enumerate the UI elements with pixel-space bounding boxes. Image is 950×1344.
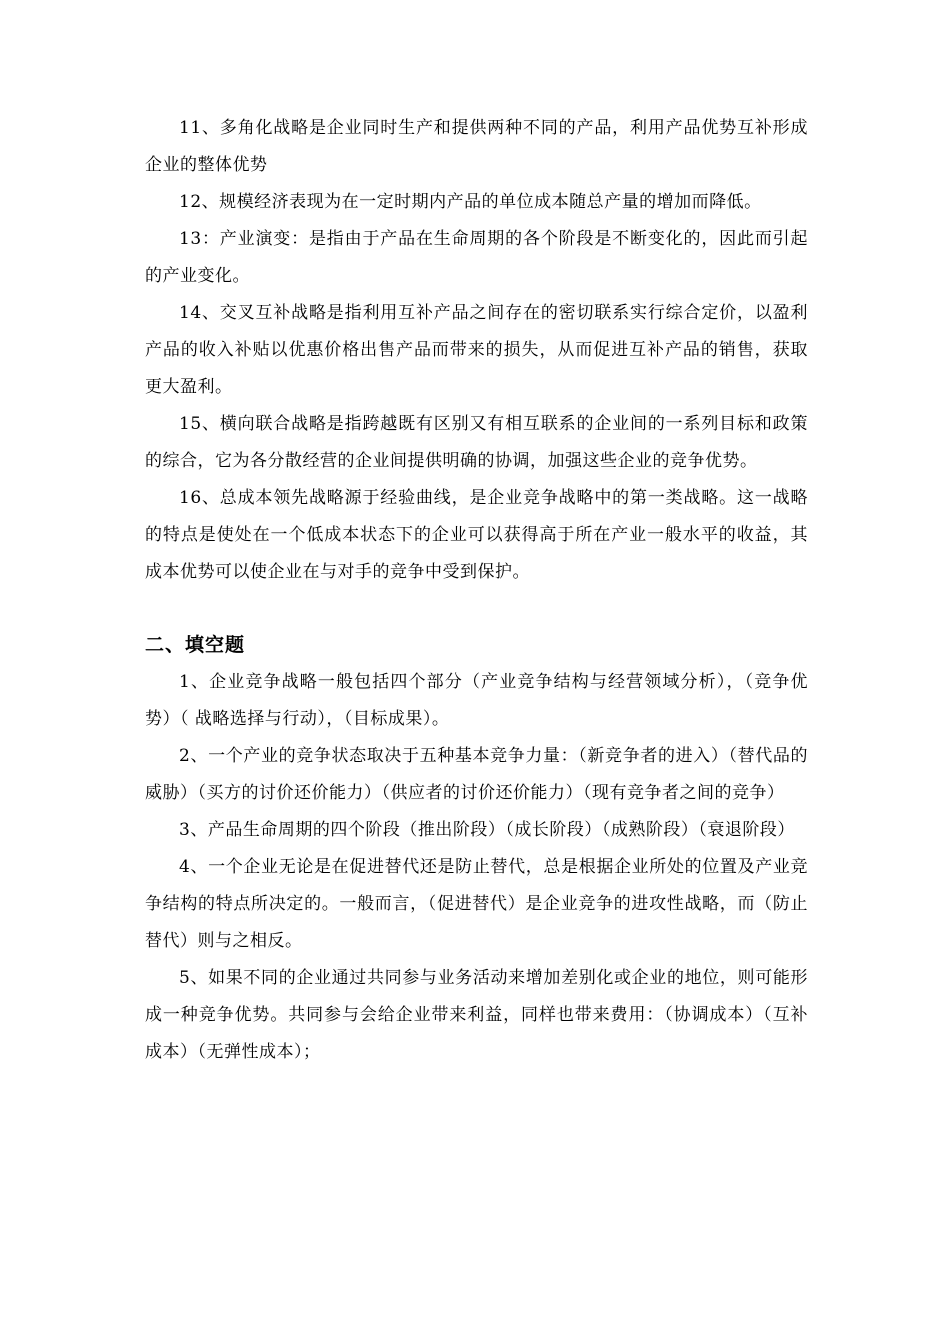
definition-item-16: 16、总成本领先战略源于经验曲线，是企业竞争战略中的第一类战略。这一战略的特点是使处在一个低成本状态下的企业可以获得高于所在产业一般水平的收益，其成本优势可以使企业在与对手的竞争中受到保护。 xyxy=(145,488,808,582)
definition-item-14: 14、交叉互补战略是指利用互补产品之间存在的密切联系实行综合定价，以盈利产品的收入补贴以优惠价格出售产品而带来的损失，从而促进互补产品的销售，获取更大盈利。 xyxy=(145,303,808,397)
definition-item-12: 12、规模经济表现为在一定时期内产品的单位成本随总产量的增加而降低。 xyxy=(179,192,762,212)
fill-blank-item-1: 1、企业竞争战略一般包括四个部分（产业竞争结构与经营领域分析），（竞争优势）（ 战略选择与行动），（目标成果）。 xyxy=(145,672,808,729)
fill-blank-item-4: 4、一个企业无论是在促进替代还是防止替代，总是根据企业所处的位置及产业竞争结构的特点所决定的。一般而言，（促进替代）是企业竞争的进攻性战略，而（防止替代）则与之相反。 xyxy=(145,857,808,951)
document-body xyxy=(145,110,808,1071)
definition-item-13: 13：产业演变：是指由于产品在生命周期的各个阶段是不断变化的，因此而引起的产业变化。 xyxy=(145,229,808,286)
definition-item-15: 15、横向联合战略是指跨越既有区别又有相互联系的企业间的一系列目标和政策的综合，它为各分散经营的企业间提供明确的协调，加强这些企业的竞争优势。 xyxy=(145,414,808,471)
section-heading-fill-in-blank: 二、填空题 xyxy=(145,634,246,656)
fill-blank-item-5: 5、如果不同的企业通过共同参与业务活动来增加差别化或企业的地位，则可能形成一种竞争优势。共同参与会给企业带来利益，同样也带来费用：（协调成本）（互补成本）（无弹性成本）； xyxy=(145,968,808,1062)
fill-blank-item-3: 3、产品生命周期的四个阶段（推出阶段）（成长阶段）（成熟阶段）（衰退阶段） xyxy=(179,820,795,840)
fill-blank-item-2: 2、一个产业的竞争状态取决于五种基本竞争力量：（新竞争者的进入）（替代品的威胁）（买方的讨价还价能力）（供应者的讨价还价能力）（现有竞争者之间的竞争） xyxy=(145,746,808,803)
definition-item-11: 11、多角化战略是企业同时生产和提供两种不同的产品，利用产品优势互补形成企业的整体优势 xyxy=(145,118,808,175)
section-spacer xyxy=(145,591,808,627)
